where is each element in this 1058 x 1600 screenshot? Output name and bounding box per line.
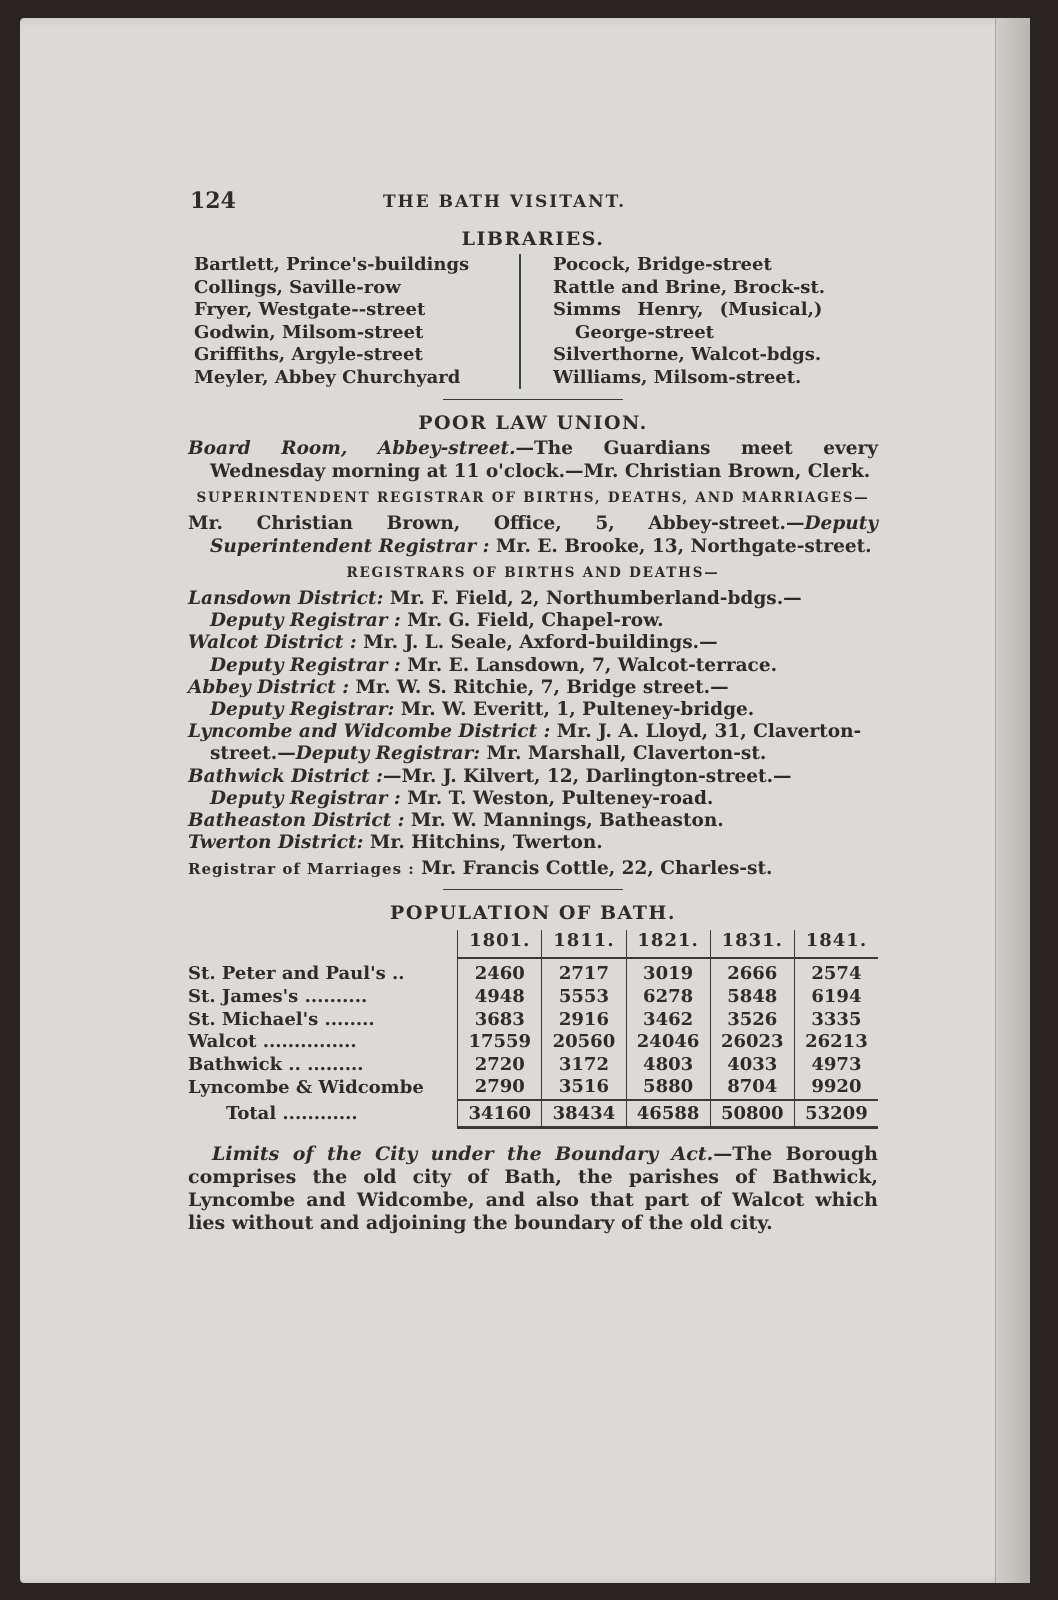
parish-name: Lyncombe & Widcombe xyxy=(188,1076,424,1098)
page-number: 124 xyxy=(190,188,236,214)
table-cell: 5848 xyxy=(710,986,794,1009)
library-item: Bartlett, Prince's-buildings xyxy=(194,254,470,275)
deputy-label: Deputy Registrar : xyxy=(210,787,401,809)
table-row xyxy=(188,1031,878,1054)
total-label: Total ............ xyxy=(226,1103,358,1125)
table-row xyxy=(188,986,878,1009)
running-head xyxy=(188,188,878,222)
parish-name: St. Peter and Paul's .. xyxy=(188,962,405,984)
district-name: Twerton District: xyxy=(188,832,364,854)
deputy-label: Deputy Registrar: xyxy=(295,743,481,765)
library-item: Fryer, Westgate--street xyxy=(194,299,426,320)
district-name: Abbey District : xyxy=(188,676,350,698)
table-cell: 8704 xyxy=(710,1076,794,1100)
parish-name: Walcot ............... xyxy=(188,1031,357,1053)
superintendent-text: Mr. E. Brooke, 13, Northgate-street. xyxy=(489,535,872,557)
table-row xyxy=(188,1054,878,1077)
library-item: Silverthorne, Walcot-bdgs. xyxy=(553,344,822,365)
table-cell: 2790 xyxy=(458,1076,542,1100)
limits-paragraph xyxy=(188,1143,878,1235)
library-item: Rattle and Brine, Brock-st. xyxy=(553,276,826,298)
marriages-text: Mr. Francis Cottle, 22, Charles-st. xyxy=(414,858,773,880)
running-title: THE BATH VISITANT. xyxy=(383,192,627,212)
table-cell: 17559 xyxy=(458,1031,542,1054)
district-registrar: Mr. Hitchins, Twerton. xyxy=(363,832,603,854)
marriages-label: Registrar of Marriages : xyxy=(188,860,415,879)
district-name: Lyncombe and Widcombe District : xyxy=(188,721,551,743)
total-cell: 53209 xyxy=(794,1100,878,1127)
divider xyxy=(443,889,623,890)
year-header: 1841. xyxy=(794,930,878,958)
district-registrar: Mr. W. Mannings, Batheaston. xyxy=(404,810,724,832)
limits-label: Limits of the City under the Boundary Act. xyxy=(212,1142,714,1165)
superintendent-label: Deputy Superintendent Registrar : xyxy=(210,513,878,557)
registrar-of-marriages xyxy=(188,858,878,879)
libraries-list xyxy=(188,254,878,389)
year-header: 1801. xyxy=(458,930,542,958)
table-cell: 2720 xyxy=(458,1054,542,1077)
district-entry xyxy=(188,766,878,810)
page-edge xyxy=(995,18,1030,1583)
table-cell: 6194 xyxy=(794,986,878,1009)
library-item: Griffiths, Argyle-street xyxy=(194,344,423,365)
deputy-label: Deputy Registrar : xyxy=(210,610,401,632)
table-header-row xyxy=(188,930,878,958)
library-item: Pocock, Bridge-street xyxy=(553,254,772,275)
year-header: 1821. xyxy=(626,930,710,958)
library-item: Godwin, Milsom-street xyxy=(194,321,424,343)
board-room-label: Board Room, Abbey-street. xyxy=(188,438,516,459)
table-corner xyxy=(188,930,458,958)
registrars-heading: REGISTRARS OF BIRTHS AND DEATHS— xyxy=(346,565,720,581)
deputy-registrar: Mr. T. Weston, Pulteney-road. xyxy=(400,787,714,809)
deputy-registrar: Mr. E. Lansdown, 7, Walcot-terrace. xyxy=(400,654,778,676)
deputy-registrar: Mr. W. Everitt, 1, Pulteney-bridge. xyxy=(394,699,755,721)
table-cell: 3516 xyxy=(542,1076,626,1100)
library-item: George-street xyxy=(575,321,714,343)
deputy-label: Deputy Registrar: xyxy=(210,699,395,721)
district-name: Batheaston District : xyxy=(188,810,405,832)
table-cell: 9920 xyxy=(794,1076,878,1100)
parish-name: Bathwick .. ......... xyxy=(188,1053,364,1075)
district-registrar: Mr. W. S. Ritchie, 7, Bridge street.— xyxy=(349,676,729,698)
superintendent-text: Mr. Christian Brown, Office, 5, Abbey-street.— xyxy=(188,513,805,534)
table-row xyxy=(188,958,878,986)
libraries-left-column xyxy=(188,254,521,389)
deputy-registrar: Mr. G. Field, Chapel-row. xyxy=(400,610,664,632)
year-header: 1831. xyxy=(710,930,794,958)
district-entry xyxy=(188,810,878,832)
district-registrar: Mr. F. Field, 2, Northumberland-bdgs.— xyxy=(383,588,802,609)
superintendent-heading: SUPERINTENDENT REGISTRAR OF BIRTHS, DEATHS, AND MARRIAGES— xyxy=(196,490,870,506)
library-item: Meyler, Abbey Churchyard xyxy=(194,366,461,388)
district-name: Walcot District : xyxy=(188,632,357,654)
parish-name: St. Michael's ........ xyxy=(188,1008,375,1030)
table-cell: 3019 xyxy=(626,958,710,986)
table-cell: 3683 xyxy=(458,1009,542,1032)
table-total-row xyxy=(188,1100,878,1127)
district-registrar: Mr. J. L. Seale, Axford-buildings.— xyxy=(356,632,718,654)
district-entry xyxy=(188,588,878,632)
table-cell: 24046 xyxy=(626,1031,710,1054)
table-cell: 2666 xyxy=(710,958,794,986)
limits-text: —The Borough comprises the old city of Bath, the parishes of Bathwick, Lyncombe and Widcombe, and also that part of Walcot which lies without and adjoining the boundary of the old city. xyxy=(188,1142,878,1234)
table-cell: 5553 xyxy=(542,986,626,1009)
district-registrar: Mr. J. A. Lloyd, 31, Claverton-street.— xyxy=(210,721,862,765)
district-name: Bathwick District : xyxy=(188,765,383,787)
table-cell: 6278 xyxy=(626,986,710,1009)
table-cell: 26023 xyxy=(710,1031,794,1054)
table-cell: 4948 xyxy=(458,986,542,1009)
year-header: 1811. xyxy=(542,930,626,958)
poor-law-heading: POOR LAW UNION. xyxy=(418,412,648,434)
table-cell: 4803 xyxy=(626,1054,710,1077)
total-cell: 38434 xyxy=(542,1100,626,1127)
table-cell: 3462 xyxy=(626,1009,710,1032)
total-cell: 50800 xyxy=(710,1100,794,1127)
divider xyxy=(443,399,623,400)
page-content xyxy=(188,188,878,1235)
table-cell: 4973 xyxy=(794,1054,878,1077)
table-cell: 2574 xyxy=(794,958,878,986)
book-page xyxy=(20,18,1030,1583)
board-room-paragraph xyxy=(188,438,878,483)
total-cell: 34160 xyxy=(458,1100,542,1127)
library-item: Collings, Saville-row xyxy=(194,276,401,298)
table-cell: 4033 xyxy=(710,1054,794,1077)
table-cell: 3526 xyxy=(710,1009,794,1032)
library-item: Williams, Milsom-street. xyxy=(553,366,802,388)
district-name: Lansdown District: xyxy=(188,588,384,609)
table-row xyxy=(188,1076,878,1100)
population-heading: POPULATION OF BATH. xyxy=(390,902,676,925)
table-cell: 2916 xyxy=(542,1009,626,1032)
table-cell: 2717 xyxy=(542,958,626,986)
libraries-right-column xyxy=(521,254,873,389)
district-entry xyxy=(188,632,878,676)
deputy-registrar: Mr. Marshall, Claverton-st. xyxy=(480,743,767,765)
deputy-label: Deputy Registrar : xyxy=(210,654,401,676)
table-cell: 20560 xyxy=(542,1031,626,1054)
table-cell: 3335 xyxy=(794,1009,878,1032)
population-table xyxy=(188,930,878,1128)
district-entry xyxy=(188,677,878,721)
table-cell: 2460 xyxy=(458,958,542,986)
table-cell: 26213 xyxy=(794,1031,878,1054)
board-room-text: —The Guardians meet every Wednesday morning at 11 o'clock.—Mr. Christian Brown, Clerk. xyxy=(210,438,878,482)
table-row xyxy=(188,1009,878,1032)
district-registrar: —Mr. J. Kilvert, 12, Darlington-street.— xyxy=(382,765,792,787)
district-entry xyxy=(188,721,878,765)
libraries-heading: LIBRARIES. xyxy=(461,228,605,250)
table-cell: 3172 xyxy=(542,1054,626,1077)
district-entry xyxy=(188,832,878,854)
total-cell: 46588 xyxy=(626,1100,710,1127)
parish-name: St. James's .......... xyxy=(188,986,368,1008)
superintendent-paragraph xyxy=(188,513,878,558)
table-cell: 5880 xyxy=(626,1076,710,1100)
library-item: Simms Henry, (Musical,) xyxy=(553,299,823,320)
